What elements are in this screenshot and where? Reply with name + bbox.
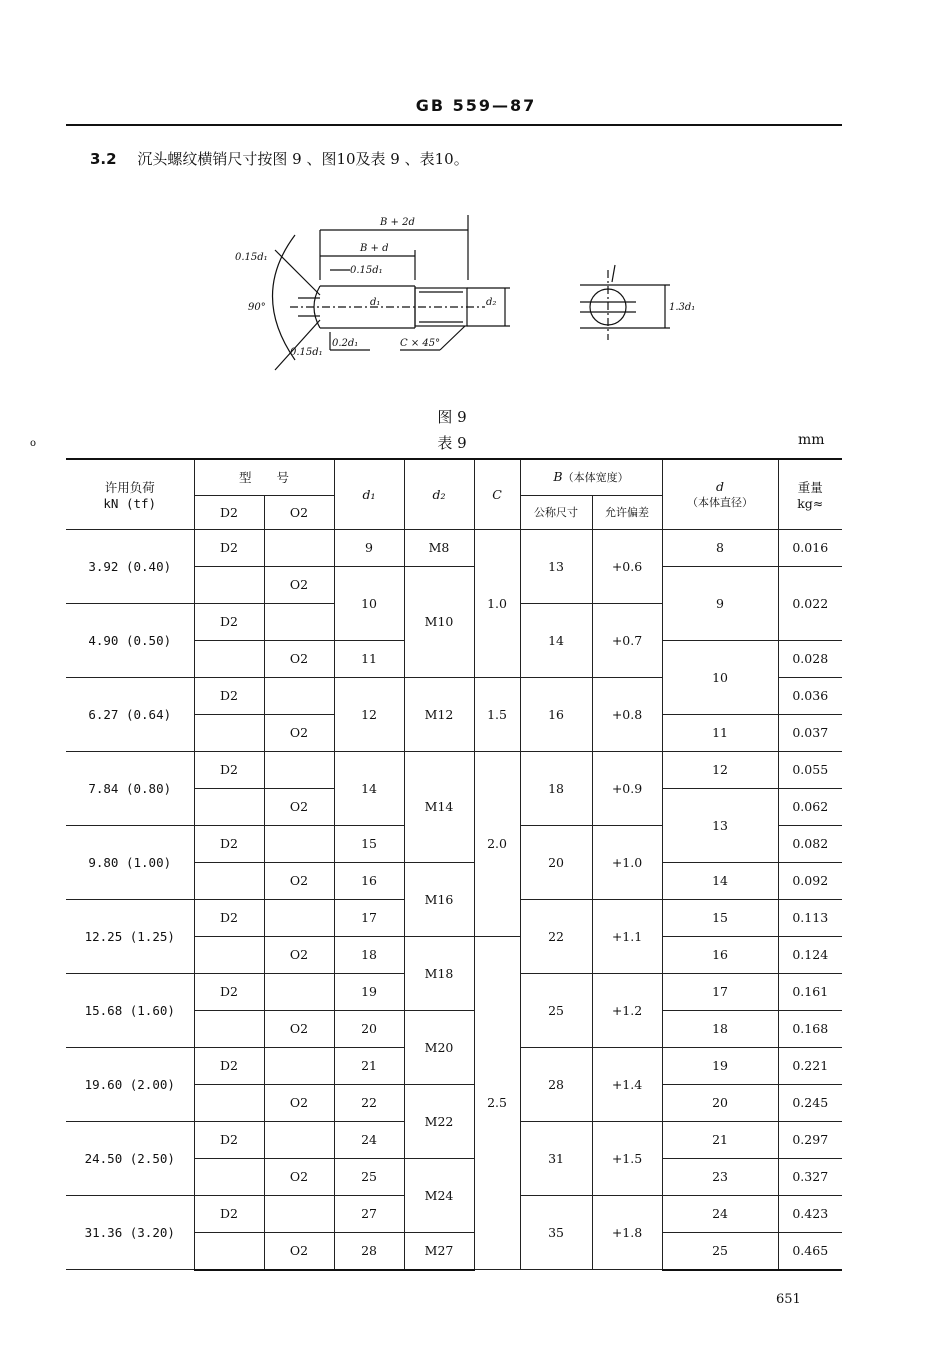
col-d2: d₂: [404, 459, 474, 529]
spec-table: [66, 458, 842, 1271]
col-b: B（本体宽度）: [520, 459, 662, 495]
label-chamfer: C × 45°: [400, 338, 441, 349]
col-b-nominal: 公称尺寸: [520, 495, 592, 529]
label-d2: d₂: [486, 297, 497, 308]
col-d1: d₁: [334, 459, 404, 529]
table-unit: mm: [798, 432, 825, 448]
col-weight: 重量 kg≈: [778, 459, 842, 529]
label-shoulder: 0.15d₁: [350, 265, 383, 276]
table-row: O2 10 M10 9 0.022: [66, 566, 842, 603]
table-row: 3.92 (0.40) D2 9 M8 1.0 13 +0.6 8 0.016: [66, 529, 842, 566]
table-row: O2 28 M27 25 0.465: [66, 1232, 842, 1270]
label-b-2d: B + 2d: [380, 217, 415, 228]
label-b-d: B + d: [360, 243, 389, 254]
section-text: 沉头螺纹横销尺寸按图 9 、图10及表 9 、表10。: [137, 150, 469, 168]
table-row: O2 11 10 0.028: [66, 640, 842, 677]
col-c: C: [474, 459, 520, 529]
col-type-d2: D2: [194, 495, 264, 529]
table-row: 31.36 (3.20) D2 27 35 +1.8 24 0.423: [66, 1195, 842, 1232]
table-row: 24.50 (2.50) D2 24 31 +1.5 21 0.297: [66, 1121, 842, 1158]
table-caption: 表 9: [437, 434, 467, 452]
page-number: 651: [776, 1292, 801, 1307]
head-arc: [273, 235, 296, 360]
label-head-chamfer: 0.15d₁: [235, 252, 268, 263]
label-edge: 0.2d₁: [332, 338, 359, 349]
section-number: 3.2: [90, 150, 117, 168]
table-row: 15.68 (1.60) D2 19 25 +1.2 17 0.161: [66, 973, 842, 1010]
table-row: O2 16 M16 14 0.092: [66, 862, 842, 899]
table-row: O2 11 0.037: [66, 714, 842, 751]
table-row: 4.90 (0.50) D2 14 +0.7: [66, 603, 842, 640]
col-load: 许用负荷 kN (tf): [66, 459, 194, 529]
table-row: O2 22 M22 20 0.245: [66, 1084, 842, 1121]
table-row: 19.60 (2.00) D2 21 28 +1.4 19 0.221: [66, 1047, 842, 1084]
margin-mark: o: [30, 438, 37, 449]
label-angle: 90°: [248, 302, 266, 313]
label-d1: d₁: [370, 297, 381, 308]
table-row: O2 20 M20 18 0.168: [66, 1010, 842, 1047]
table-row: 12.25 (1.25) D2 17 22 +1.1 15 0.113: [66, 899, 842, 936]
figure-caption: 图 9: [437, 408, 467, 426]
col-type-o2: O2: [264, 495, 334, 529]
col-d: d （本体直径）: [662, 459, 778, 529]
table-row: 9.80 (1.00) D2 15 20 +1.0 0.082: [66, 825, 842, 862]
label-head-dia: 1.3d₁: [669, 302, 696, 313]
table-row: O2 13 0.062: [66, 788, 842, 825]
section-heading: [90, 148, 469, 169]
document-header: GB 559—87: [415, 96, 537, 115]
label-slot-depth: 0.15d₁: [290, 347, 323, 358]
col-type: 型 号: [194, 459, 334, 495]
table-row: 6.27 (0.64) D2 12 M12 1.5 16 +0.8 0.036: [66, 677, 842, 714]
table-row: O2 25 M24 23 0.327: [66, 1158, 842, 1195]
pin-drawing: [220, 210, 700, 380]
col-b-tol: 允许偏差: [592, 495, 662, 529]
table-row: 7.84 (0.80) D2 14 M14 2.0 18 +0.9 12 0.055: [66, 751, 842, 788]
header-rule: [66, 124, 842, 126]
table-row: O2 18 M18 2.5 16 0.124: [66, 936, 842, 973]
